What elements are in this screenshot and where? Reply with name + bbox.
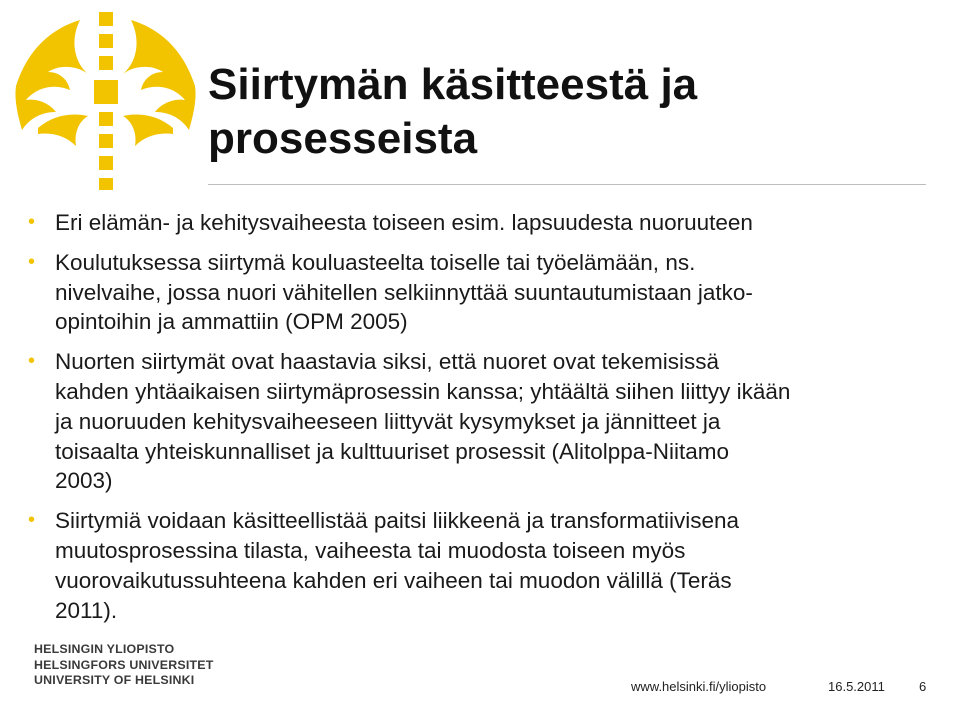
bullet-line: 2003) xyxy=(55,468,113,494)
bullet-dot-icon: • xyxy=(28,350,36,373)
bullet-list xyxy=(28,208,928,635)
university-name-fi: HELSINGIN YLIOPISTO xyxy=(34,642,175,656)
bullet-line: toisaalta yhteiskunnalliset ja kulttuuriset prosessit (Alitolppa-Niitamo xyxy=(55,438,730,464)
bullet-dot-icon: • xyxy=(28,250,36,273)
slide-title-line-2: prosesseista xyxy=(208,114,478,163)
university-flame-logo-icon xyxy=(8,8,203,193)
page-number: 6 xyxy=(919,679,927,694)
university-name-en: UNIVERSITY OF HELSINKI xyxy=(34,673,195,687)
bullet-line: kahden yhtäaikaisen siirtymäprosessin kanssa; yhtäältä siihen liittyy ikään xyxy=(55,378,791,404)
bullet-line: opintoihin ja ammattiin (OPM 2005) xyxy=(55,309,408,335)
bullet-dot-icon: • xyxy=(28,211,36,233)
bullet-item xyxy=(28,347,928,496)
bullet-item xyxy=(28,248,928,337)
bullet-line: muutosprosessina tilasta, vaiheesta tai muodosta toiseen myös xyxy=(55,537,686,563)
title-divider xyxy=(208,184,926,185)
bullet-item xyxy=(28,506,928,625)
bullet-line: 2011). xyxy=(55,597,118,623)
bullet-line: Nuorten siirtymät ovat haastavia siksi, että nuoret ovat tekemisissä xyxy=(55,349,720,375)
bullet-line: vuorovaikutussuhteena kahden eri vaiheen tai muodon välillä (Teräs xyxy=(55,567,732,593)
slide-title-line-1: Siirtymän käsitteestä ja xyxy=(208,60,698,109)
footer-date: 16.5.2011 xyxy=(828,679,885,694)
bullet-line: nivelvaihe, jossa nuori vähitellen selkiinnyttää suuntautumistaan jatko- xyxy=(55,279,753,305)
bullet-line: Koulutuksessa siirtymä kouluasteelta toiselle tai työelämään, ns. xyxy=(55,249,696,275)
university-wordmark xyxy=(34,642,213,689)
bullet-line: Eri elämän- ja kehitysvaiheesta toiseen esim. lapsuudesta nuoruuteen xyxy=(55,210,753,235)
slide-title xyxy=(208,58,908,166)
university-name-sv: HELSINGFORS UNIVERSITET xyxy=(34,657,214,672)
bullet-dot-icon: • xyxy=(28,509,36,532)
bullet-line: Siirtymiä voidaan käsitteellistää paitsi liikkeenä ja transformatiivisena xyxy=(55,508,740,534)
bullet-line: ja nuoruuden kehitysvaiheeseen liittyvät kysymykset ja jännitteet ja xyxy=(55,408,721,434)
footer-url-link[interactable]: www.helsinki.fi/yliopisto xyxy=(631,679,767,694)
bullet-item xyxy=(28,208,928,238)
